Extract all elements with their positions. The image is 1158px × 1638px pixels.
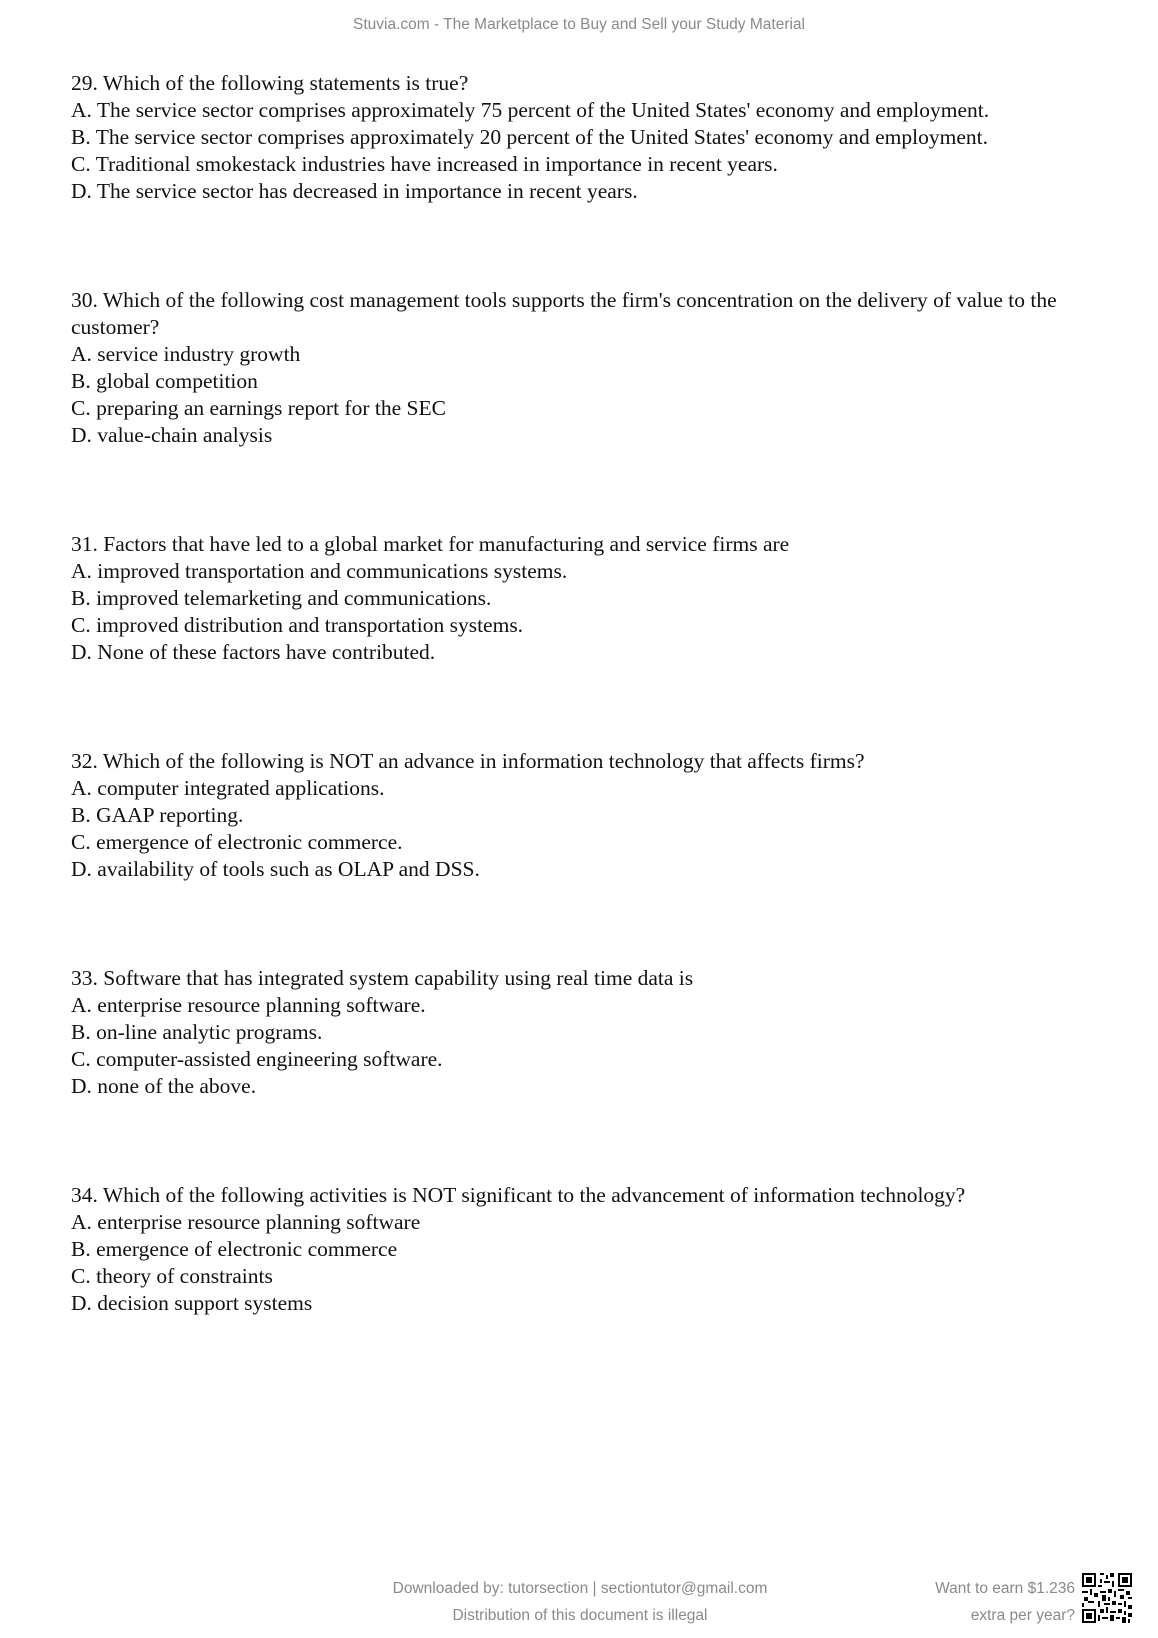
earn-promo[interactable] [935, 1575, 1075, 1629]
option-d: D. none of the above. [71, 1074, 257, 1098]
option-b: B. global competition [71, 369, 258, 393]
option-a: A. enterprise resource planning software [71, 1210, 421, 1234]
option-b: B. improved telemarketing and communications. [71, 586, 492, 610]
footer-download-info [340, 1575, 820, 1629]
option-c: C. improved distribution and transportation systems. [71, 613, 524, 637]
option-c: C. Traditional smokestack industries have increased in importance in recent years. [71, 152, 778, 176]
option-d: D. value-chain analysis [71, 423, 273, 447]
question-29 [71, 70, 1121, 205]
earn-promo-line2[interactable]: extra per year? [970, 1607, 1075, 1624]
option-b: B. The service sector comprises approximately 20 percent of the United States' economy and employment. [71, 125, 988, 149]
qr-code-icon[interactable] [1082, 1573, 1132, 1623]
question-31 [71, 531, 1121, 666]
question-stem: 30. Which of the following cost management tools supports the firm's concentration on the delivery of value to the customer? [71, 288, 1057, 339]
option-d: D. decision support systems [71, 1291, 313, 1315]
option-c: C. theory of constraints [71, 1264, 273, 1288]
option-d: D. The service sector has decreased in importance in recent years. [71, 179, 638, 203]
earn-promo-line1[interactable]: Want to earn $1.236 [935, 1580, 1075, 1597]
question-30 [71, 287, 1121, 449]
question-stem: 32. Which of the following is NOT an advance in information technology that affects firms? [71, 749, 865, 773]
option-a: A. improved transportation and communications systems. [71, 559, 568, 583]
option-c: C. computer-assisted engineering software. [71, 1047, 443, 1071]
option-d: D. availability of tools such as OLAP and DSS. [71, 857, 480, 881]
question-34 [71, 1182, 1121, 1317]
question-stem: 31. Factors that have led to a global market for manufacturing and service firms are [71, 532, 790, 556]
downloaded-by-text: Downloaded by: tutorsection | sectiontutor@gmail.com [392, 1580, 768, 1597]
question-stem: 34. Which of the following activities is NOT significant to the advancement of information technology? [71, 1183, 966, 1207]
option-a: A. The service sector comprises approximately 75 percent of the United States' economy and employment. [71, 98, 990, 122]
option-a: A. enterprise resource planning software. [71, 993, 426, 1017]
option-c: C. preparing an earnings report for the SEC [71, 396, 446, 420]
question-stem: 33. Software that has integrated system capability using real time data is [71, 966, 694, 990]
question-stem: 29. Which of the following statements is true? [71, 71, 469, 95]
option-b: B. GAAP reporting. [71, 803, 244, 827]
option-a: A. service industry growth [71, 342, 301, 366]
question-33 [71, 965, 1121, 1100]
option-b: B. on-line analytic programs. [71, 1020, 323, 1044]
option-d: D. None of these factors have contributed. [71, 640, 436, 664]
option-c: C. emergence of electronic commerce. [71, 830, 403, 854]
option-b: B. emergence of electronic commerce [71, 1237, 398, 1261]
option-a: A. computer integrated applications. [71, 776, 385, 800]
question-list [71, 70, 1121, 1399]
page-header: Stuvia.com - The Marketplace to Buy and Sell your Study Material [352, 16, 805, 33]
question-32 [71, 748, 1121, 883]
distribution-notice: Distribution of this document is illegal [452, 1607, 708, 1624]
